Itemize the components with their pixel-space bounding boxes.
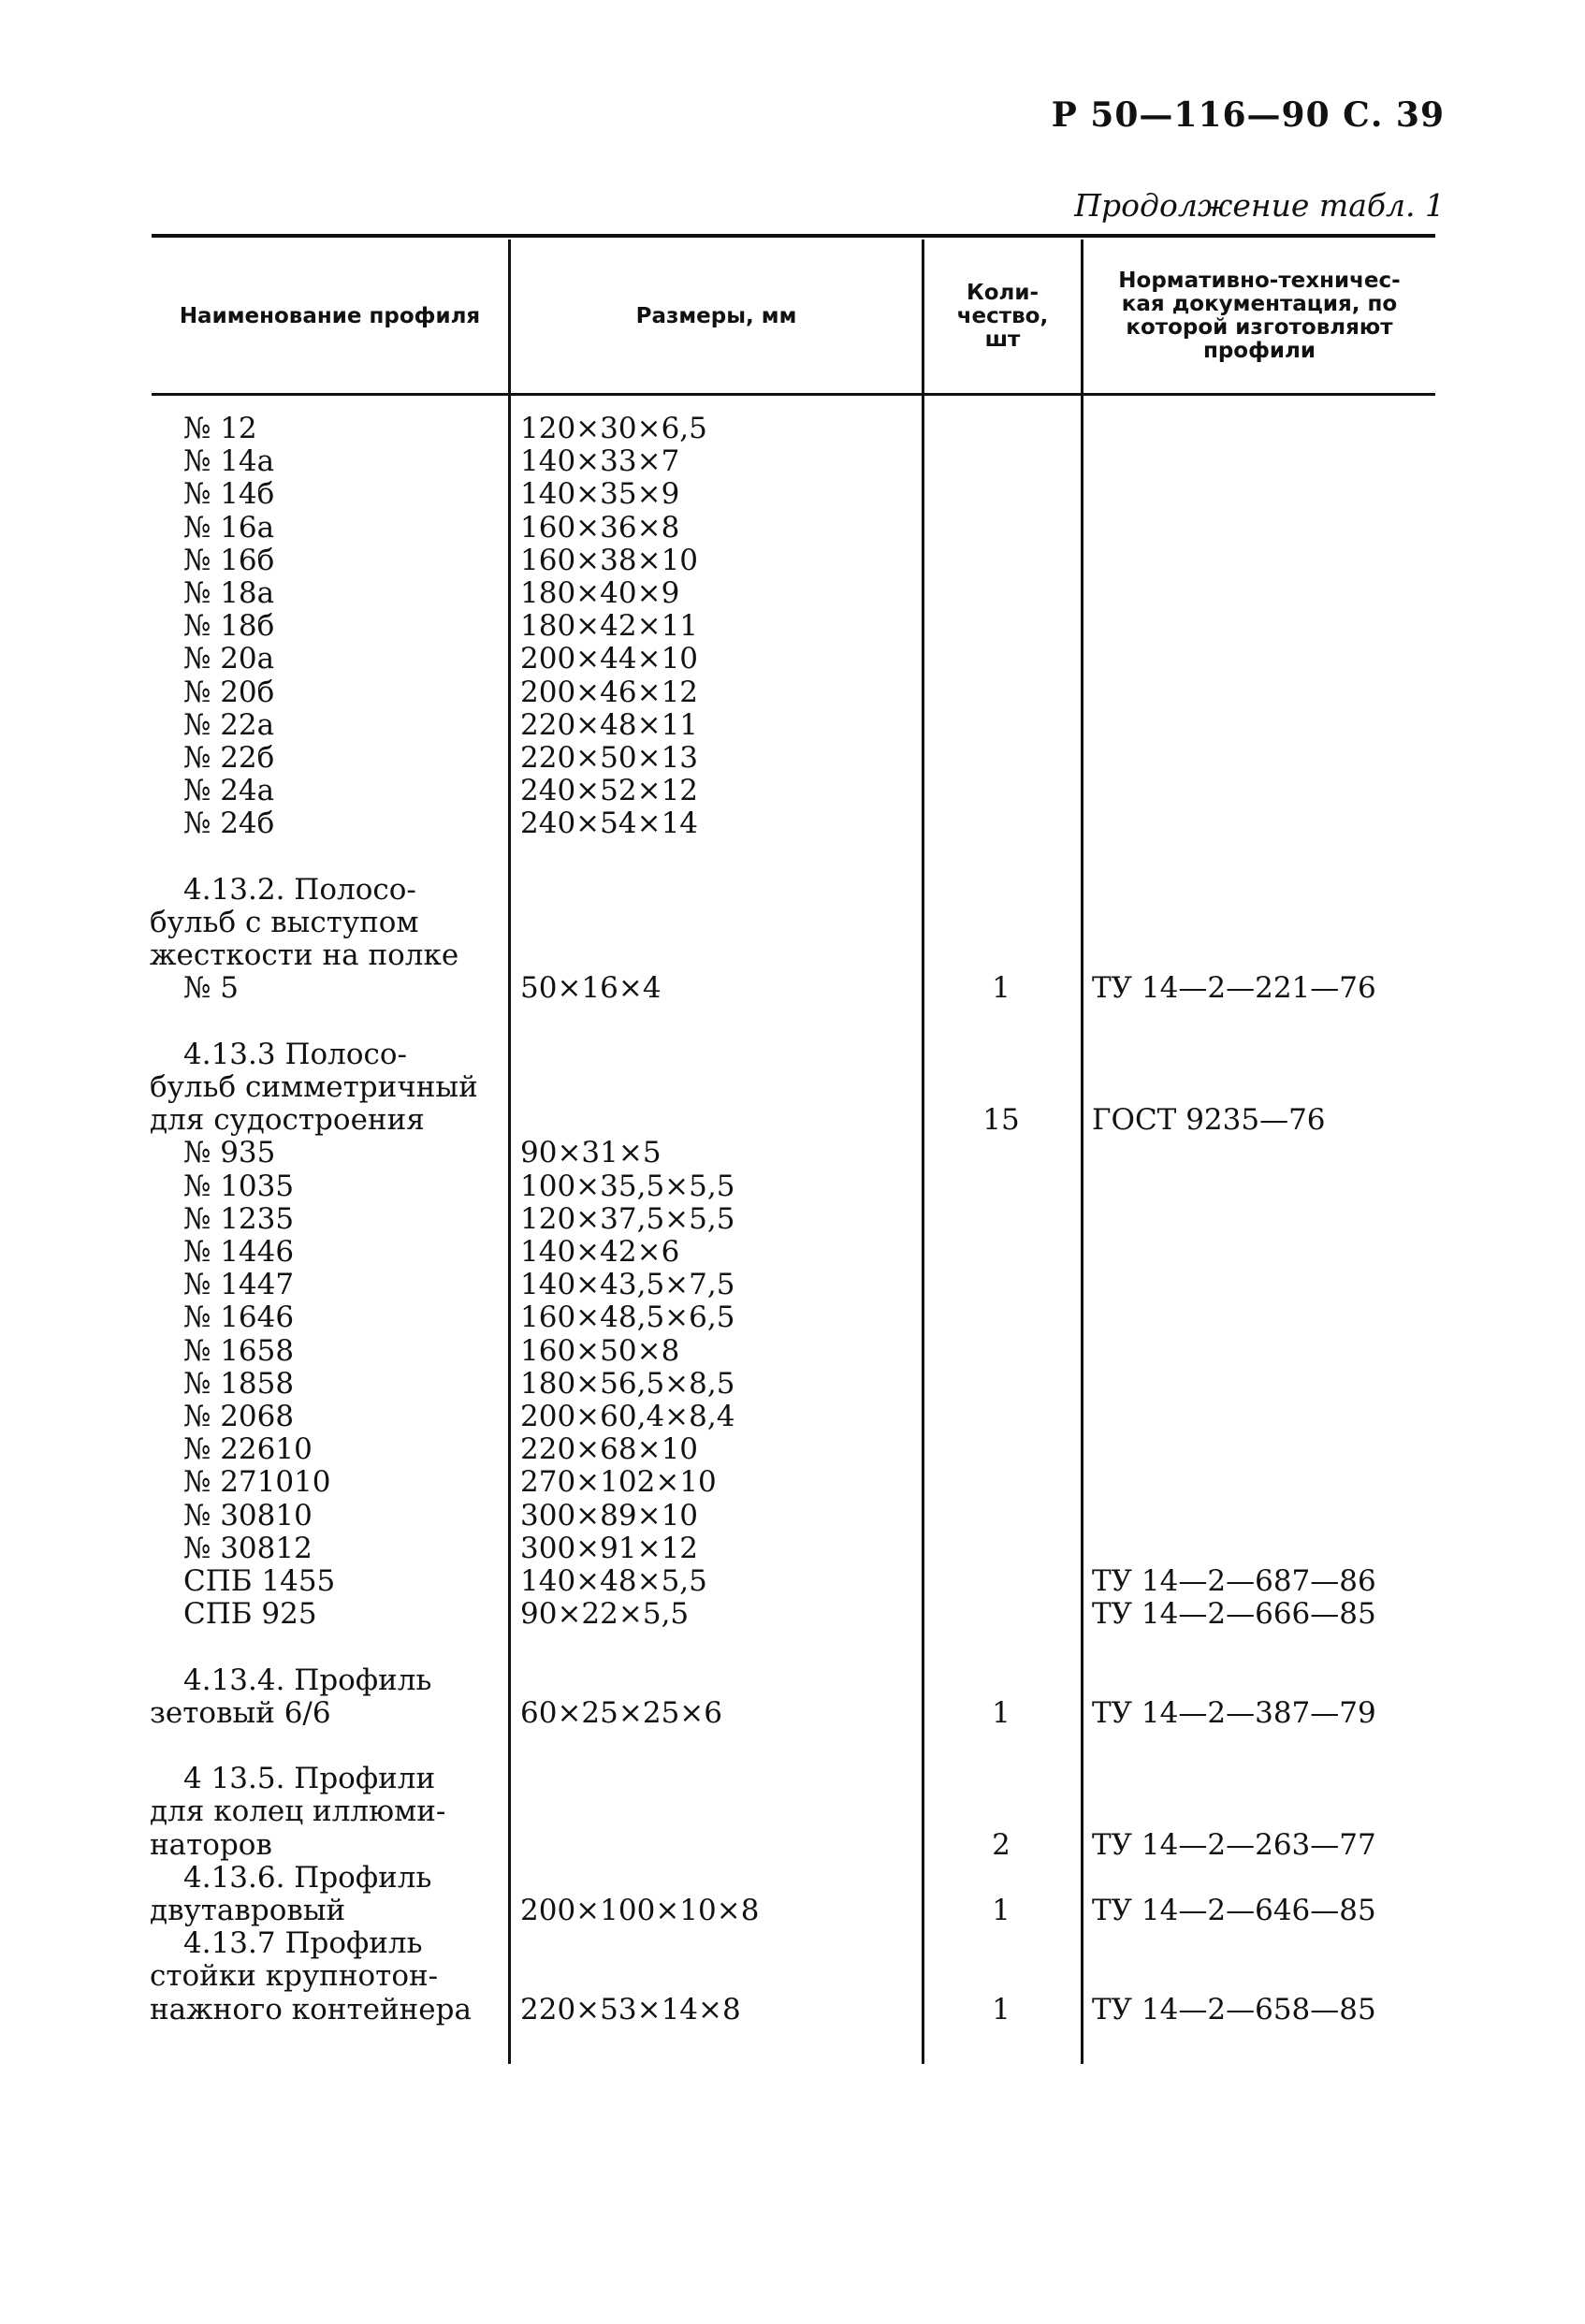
table-row <box>0 938 1585 972</box>
table-row <box>0 1465 1585 1499</box>
cell-profile-name: № 271010 <box>183 1465 331 1500</box>
cell-dimensions: 120×30×6,5 <box>520 412 707 445</box>
table-row <box>0 444 1585 478</box>
table-row <box>0 1630 1585 1663</box>
table-row <box>0 1202 1585 1236</box>
cell-normative-doc: ТУ 14—2—658—85 <box>1092 1992 1376 2026</box>
column-header-quantity <box>924 240 1081 393</box>
table-row <box>0 642 1585 675</box>
cell-profile-name: № 30810 <box>183 1498 313 1532</box>
cell-dimensions: 140×33×7 <box>520 444 680 479</box>
cell-profile-name: № 16а <box>183 510 275 545</box>
cell-normative-doc: ТУ 14—2—221—76 <box>1092 971 1376 1006</box>
cell-profile-name: № 1858 <box>183 1366 295 1401</box>
table-header-rule <box>152 393 1435 396</box>
column-header-text: Коли- чество, шт <box>956 280 1049 352</box>
cell-profile-name: № 24а <box>183 774 275 808</box>
table-row <box>0 1564 1585 1598</box>
cell-dimensions: 220×53×14×8 <box>520 1992 741 2026</box>
cell-profile-name: 4.13.6. Профиль <box>183 1860 432 1895</box>
cell-profile-name: для судостроения <box>150 1103 425 1138</box>
cell-dimensions: 200×46×12 <box>520 675 699 709</box>
cell-dimensions: 90×22×5,5 <box>520 1597 690 1632</box>
cell-quantity: 1 <box>992 971 1011 1006</box>
cell-quantity: 1 <box>992 1894 1011 1927</box>
cell-dimensions: 140×48×5,5 <box>520 1564 707 1598</box>
cell-dimensions: 160×36×8 <box>520 510 680 545</box>
cell-profile-name: № 1658 <box>183 1333 295 1368</box>
table-row <box>0 1828 1585 1862</box>
cell-profile-name: № 1035 <box>183 1169 295 1203</box>
cell-profile-name: бульб с выступом <box>150 906 419 939</box>
cell-dimensions: 140×43,5×7,5 <box>520 1268 735 1302</box>
cell-profile-name: 4 13.5. Профили <box>183 1762 436 1796</box>
cell-profile-name: № 22б <box>183 741 275 775</box>
table-row <box>0 806 1585 840</box>
table-row <box>0 1367 1585 1401</box>
cell-dimensions: 200×60,4×8,4 <box>520 1400 735 1433</box>
cell-dimensions: 140×42×6 <box>520 1235 680 1269</box>
cell-dimensions: 240×52×12 <box>520 774 699 808</box>
cell-dimensions: 160×38×10 <box>520 543 699 577</box>
cell-profile-name: № 14б <box>183 477 275 512</box>
table-row <box>0 412 1585 445</box>
table-row <box>0 1400 1585 1433</box>
cell-dimensions: 200×44×10 <box>520 642 699 676</box>
table-row <box>0 1532 1585 1565</box>
cell-profile-name: для колец иллюми- <box>150 1794 446 1829</box>
table-row <box>0 576 1585 610</box>
table-row <box>0 873 1585 907</box>
cell-profile-name: № 935 <box>183 1136 276 1170</box>
cell-normative-doc: ТУ 14—2—387—79 <box>1092 1695 1376 1730</box>
cell-dimensions: 140×35×9 <box>520 477 680 512</box>
cell-profile-name: 4.13.2. Полосо- <box>183 872 416 907</box>
cell-dimensions: 180×56,5×8,5 <box>520 1366 735 1401</box>
cell-profile-name: № 30812 <box>183 1531 313 1565</box>
table-row <box>0 1959 1585 1993</box>
table-row <box>0 906 1585 939</box>
cell-profile-name: 4.13.7 Профиль <box>183 1926 423 1961</box>
table-row <box>0 1993 1585 2026</box>
table-row <box>0 609 1585 643</box>
table-row <box>0 1499 1585 1532</box>
cell-profile-name: № 20б <box>183 675 275 709</box>
cell-quantity: 1 <box>992 1992 1011 2026</box>
table-row <box>0 1432 1585 1466</box>
cell-profile-name: № 16б <box>183 543 275 577</box>
cell-dimensions: 270×102×10 <box>520 1465 717 1500</box>
table-row <box>0 1169 1585 1203</box>
cell-dimensions: 90×31×5 <box>520 1136 662 1170</box>
table-row <box>0 1894 1585 1927</box>
column-header-text: Нормативно-техничес- кая документация, по которой изготовляют профили <box>1118 269 1401 363</box>
cell-profile-name: № 20а <box>183 642 275 676</box>
cell-dimensions: 160×50×8 <box>520 1333 680 1368</box>
table-row <box>0 1926 1585 1960</box>
cell-quantity: 2 <box>992 1827 1011 1862</box>
cell-normative-doc: ТУ 14—2—687—86 <box>1092 1564 1376 1598</box>
column-header-text: Размеры, мм <box>635 303 797 328</box>
cell-profile-name: жесткости на полке <box>150 938 459 973</box>
cell-profile-name: СПБ 1455 <box>183 1564 336 1598</box>
table-row <box>0 1103 1585 1137</box>
table-row <box>0 1334 1585 1368</box>
cell-profile-name: № 1447 <box>183 1268 295 1302</box>
cell-quantity: 1 <box>992 1695 1011 1730</box>
cell-profile-name: наторов <box>150 1827 272 1862</box>
table-row <box>0 544 1585 577</box>
column-header-text: Наименование профиля <box>179 303 481 328</box>
cell-profile-name: № 2068 <box>183 1400 295 1433</box>
table-row <box>0 1696 1585 1730</box>
table-row <box>0 1268 1585 1301</box>
column-header-profile-name <box>152 240 508 393</box>
cell-normative-doc: ТУ 14—2—646—85 <box>1092 1894 1376 1927</box>
cell-dimensions: 220×50×13 <box>520 741 699 775</box>
cell-dimensions: 180×40×9 <box>520 576 680 610</box>
table-row <box>0 840 1585 874</box>
table-row <box>0 477 1585 511</box>
cell-profile-name: зетовый 6/6 <box>150 1695 331 1730</box>
cell-profile-name: СПБ 925 <box>183 1597 317 1632</box>
table-row <box>0 1005 1585 1039</box>
table-row <box>0 1038 1585 1071</box>
cell-profile-name: № 18б <box>183 609 275 644</box>
table-row <box>0 971 1585 1005</box>
cell-dimensions: 180×42×11 <box>520 609 699 644</box>
cell-profile-name: № 1646 <box>183 1300 295 1335</box>
column-header-dimensions <box>511 240 922 393</box>
cell-profile-name: стойки крупнотон- <box>150 1959 439 1994</box>
table-row <box>0 1070 1585 1104</box>
cell-profile-name: 4.13.4. Профиль <box>183 1663 432 1697</box>
cell-dimensions: 160×48,5×6,5 <box>520 1300 735 1335</box>
cell-dimensions: 200×100×10×8 <box>520 1894 760 1927</box>
cell-profile-name: 4.13.3 Полосо- <box>183 1037 408 1071</box>
cell-dimensions: 240×54×14 <box>520 806 699 841</box>
cell-normative-doc: ТУ 14—2—666—85 <box>1092 1597 1376 1632</box>
cell-profile-name: № 22610 <box>183 1432 313 1467</box>
table-row <box>0 1861 1585 1895</box>
cell-dimensions: 120×37,5×5,5 <box>520 1201 735 1236</box>
table-row <box>0 708 1585 742</box>
table-row <box>0 1794 1585 1828</box>
cell-dimensions: 300×91×12 <box>520 1531 699 1565</box>
table-row <box>0 511 1585 545</box>
cell-quantity: 15 <box>982 1103 1020 1138</box>
cell-dimensions: 50×16×4 <box>520 971 662 1006</box>
cell-normative-doc: ГОСТ 9235—76 <box>1092 1103 1326 1138</box>
table-row <box>0 741 1585 775</box>
cell-dimensions: 100×35,5×5,5 <box>520 1169 735 1203</box>
cell-profile-name: бульб симметричный <box>150 1070 478 1104</box>
column-header-normative-docs <box>1083 240 1435 393</box>
table-row <box>0 1762 1585 1795</box>
table-row <box>0 1136 1585 1169</box>
cell-profile-name: № 24б <box>183 806 275 841</box>
page-header-code: Р 50—116—90 С. 39 <box>1051 95 1445 135</box>
table-row <box>0 675 1585 709</box>
table-top-rule <box>152 234 1435 238</box>
table-row <box>0 774 1585 807</box>
table-row <box>0 1729 1585 1763</box>
cell-profile-name: № 12 <box>183 412 257 445</box>
cell-profile-name: № 14а <box>183 444 275 479</box>
cell-profile-name: двутавровый <box>150 1894 346 1927</box>
cell-profile-name: № 1446 <box>183 1235 295 1269</box>
cell-dimensions: 220×48×11 <box>520 707 699 742</box>
table-row <box>0 1597 1585 1631</box>
cell-profile-name: № 18а <box>183 576 275 610</box>
cell-profile-name: № 1235 <box>183 1201 295 1236</box>
cell-dimensions: 60×25×25×6 <box>520 1695 722 1730</box>
table-row <box>0 1235 1585 1269</box>
table-continuation-label: Продолжение табл. 1 <box>1074 187 1445 224</box>
cell-profile-name: № 5 <box>183 971 239 1006</box>
cell-dimensions: 300×89×10 <box>520 1498 699 1532</box>
cell-normative-doc: ТУ 14—2—263—77 <box>1092 1827 1376 1862</box>
cell-dimensions: 220×68×10 <box>520 1432 699 1467</box>
table-row <box>0 1300 1585 1334</box>
cell-profile-name: нажного контейнера <box>150 1992 472 2026</box>
table-row <box>0 1663 1585 1697</box>
cell-profile-name: № 22а <box>183 707 275 742</box>
